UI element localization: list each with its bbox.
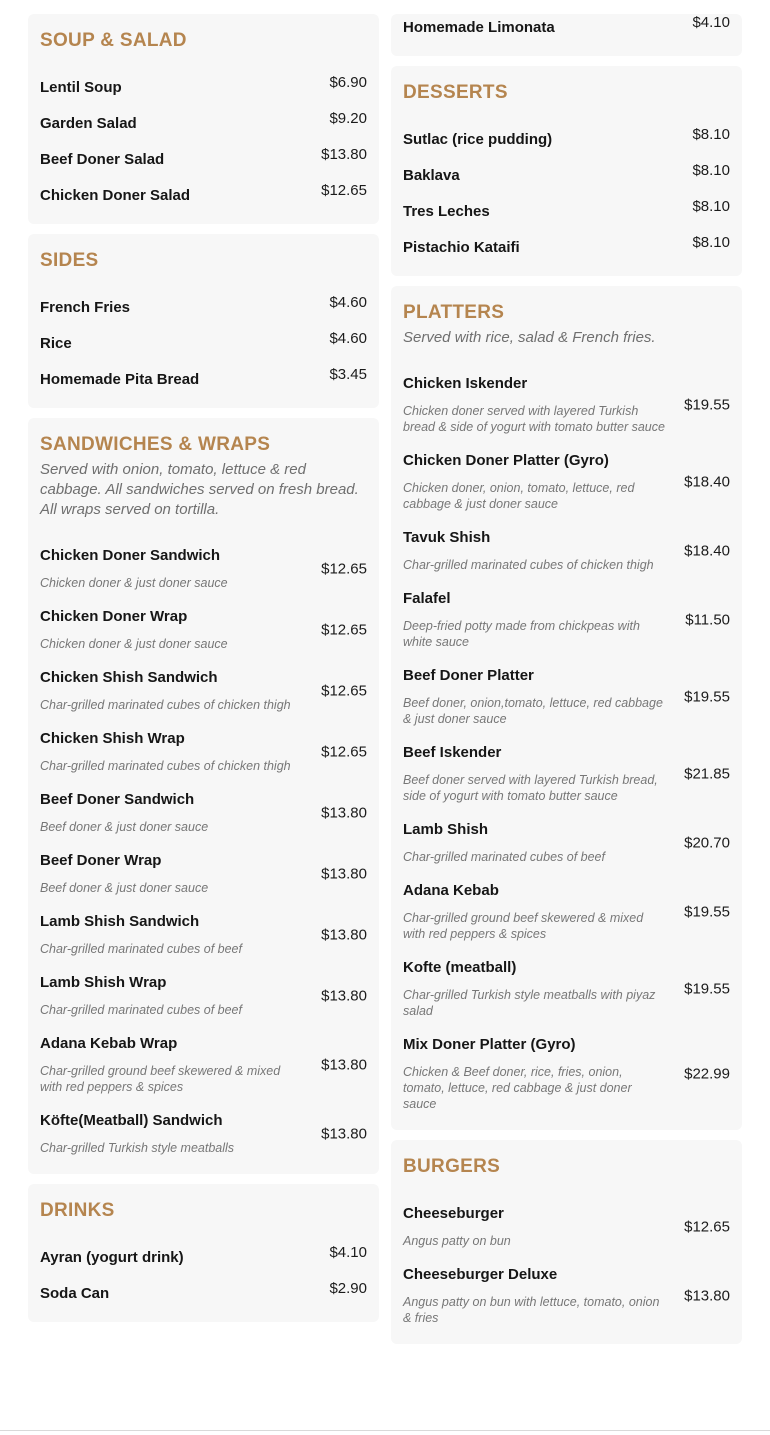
menu-item-list [403,374,730,1112]
menu-item-price: $4.60 [329,330,367,347]
menu-item-name: Beef Doner Platter [403,667,534,684]
section-title: DRINKS [40,1200,115,1221]
menu-item-description: Char-grilled ground beef skewered & mixed with red peppers & spices [40,1064,281,1094]
menu-item-name: Lamb Shish [403,821,489,838]
menu-item-price: $12.65 [321,743,367,760]
menu-item [40,790,367,835]
menu-item [40,366,367,390]
menu-item-price: $18.40 [684,542,730,559]
menu-item [40,1244,367,1268]
menu-item [403,1204,730,1249]
menu-item-description: Chicken doner, onion, tomato, lettuce, red cabbage & just doner sauce [403,481,635,511]
menu-item-price: $19.55 [684,688,730,705]
menu-item-name: Chicken Shish Sandwich [40,669,218,686]
menu-item-description: Beef doner served with layered Turkish bread, side of yogurt with tomato butter sauce [403,773,658,803]
menu-item-price: $13.80 [321,146,367,163]
menu-item-price: $12.65 [684,1218,730,1235]
menu-item [403,1035,730,1112]
menu-item [40,182,367,206]
menu-item-price: $9.20 [329,110,367,127]
section-subtitle: Served with onion, tomato, lettuce & red cabbage. All sandwiches served on fresh bread. All wraps served on tortilla. [40,461,359,518]
menu-item-price: $8.10 [692,126,730,143]
menu-item-description: Deep-fried potty made from chickpeas with white sauce [403,619,640,649]
menu-item [403,528,730,573]
menu-item [40,668,367,713]
menu-item-description: Char-grilled marinated cubes of chicken thigh [403,558,654,572]
menu-item-description: Chicken & Beef doner, rice, fries, onion, tomato, lettuce, red cabbage & just doner sauce [403,1065,632,1111]
menu-item-name: Sutlac (rice pudding) [403,131,553,148]
menu-item [40,912,367,957]
menu-item-list [40,546,367,1156]
menu-item [40,729,367,774]
menu-item-price: $18.40 [684,473,730,490]
menu-item [40,1034,367,1095]
menu-item-price: $4.10 [692,14,730,31]
menu-section-desserts [391,66,742,276]
menu-item-name: Rice [40,335,72,352]
menu-item-description: Char-grilled marinated cubes of beef [40,1003,242,1017]
menu-item [403,666,730,727]
menu-column-right [391,14,742,1354]
menu-item-list [40,1244,367,1304]
menu-item-list [403,126,730,258]
menu-item-name: Beef Doner Salad [40,151,165,168]
section-title: SANDWICHES & WRAPS [40,434,271,455]
menu-item [40,146,367,170]
menu-item-description: Chicken doner served with layered Turkish bread & side of yogurt with tomato butter sauce [403,404,665,434]
section-subtitle: Served with rice, salad & French fries. [403,329,656,346]
menu-item-price: $12.65 [321,560,367,577]
menu-item [403,743,730,804]
menu-item-name: French Fries [40,299,131,316]
menu-item [40,851,367,896]
menu-item-description: Char-grilled marinated cubes of beef [40,942,242,956]
menu-item-name: Beef Iskender [403,744,502,761]
menu-item [40,973,367,1018]
menu-item-list [40,294,367,390]
menu-item-name: Baklava [403,167,460,184]
menu-item [40,110,367,134]
menu-item-name: Lentil Soup [40,79,122,96]
menu-section-burgers [391,1140,742,1344]
menu-item [403,820,730,865]
menu-item-name: Tres Leches [403,203,490,220]
menu-item-description: Chicken doner & just doner sauce [40,637,228,651]
menu-item-name: Adana Kebab Wrap [40,1035,178,1052]
menu-item-description: Beef doner, onion,tomato, lettuce, red cabbage & just doner sauce [403,696,663,726]
menu-item-name: Cheeseburger Deluxe [403,1266,558,1283]
menu-item-description: Char-grilled marinated cubes of chicken thigh [40,759,291,773]
menu-item-name: Beef Doner Wrap [40,852,162,869]
menu-item-list [40,74,367,206]
menu-item-name: Garden Salad [40,115,137,132]
menu-item [40,546,367,591]
menu-item-price: $20.70 [684,834,730,851]
menu-item [40,1280,367,1304]
menu-item-name: Pistachio Kataifi [403,239,520,256]
section-title: BURGERS [403,1156,501,1177]
menu-item-name: Chicken Iskender [403,375,528,392]
section-title: DESSERTS [403,82,508,103]
menu-item-price: $8.10 [692,198,730,215]
menu-item-name: Chicken Doner Sandwich [40,547,221,564]
menu-item-price: $13.80 [684,1287,730,1304]
menu-section-sandwiches-wraps [28,418,379,1174]
menu-item-description: Char-grilled marinated cubes of chicken thigh [40,698,291,712]
menu-item [403,589,730,650]
menu-item-price: $19.55 [684,903,730,920]
menu-item [40,607,367,652]
menu-item-price: $8.10 [692,162,730,179]
menu-item-description: Char-grilled Turkish style meatballs [40,1141,235,1155]
menu-item-name: Ayran (yogurt drink) [40,1249,184,1266]
menu-item-name: Lamb Shish Wrap [40,974,167,991]
menu-item-price: $12.65 [321,621,367,638]
menu-item [403,958,730,1019]
section-title: SIDES [40,250,99,271]
menu-item-price: $19.55 [684,396,730,413]
menu-item-name: Köfte(Meatball) Sandwich [40,1112,223,1129]
menu-item-price: $12.65 [321,682,367,699]
menu-item-description: Angus patty on bun [403,1234,511,1248]
page-divider [0,1430,770,1431]
menu-item-list [403,14,730,38]
menu-item-price: $11.50 [685,611,730,628]
menu-item [403,198,730,222]
menu-item [403,881,730,942]
menu-item-price: $12.65 [321,182,367,199]
menu-item-name: Kofte (meatball) [403,959,517,976]
menu-item [40,74,367,98]
menu-item-description: Char-grilled marinated cubes of beef [403,850,605,864]
menu-item [403,1265,730,1326]
menu-item-name: Homemade Pita Bread [40,371,200,388]
menu-item-name: Homemade Limonata [403,19,555,36]
menu-item-name: Lamb Shish Sandwich [40,913,200,930]
menu-item-price: $4.60 [329,294,367,311]
menu-item-description: Beef doner & just doner sauce [40,881,209,895]
menu-item [40,330,367,354]
menu-item-price: $4.10 [329,1244,367,1261]
menu-item [403,126,730,150]
menu-item [403,162,730,186]
menu-item-price: $13.80 [321,1125,367,1142]
menu-section-platters [391,286,742,1130]
menu-item-description: Chicken doner & just doner sauce [40,576,228,590]
menu-item-name: Beef Doner Sandwich [40,791,195,808]
menu-item-description: Angus patty on bun with lettuce, tomato, onion & fries [403,1295,660,1325]
menu-item-name: Soda Can [40,1285,110,1302]
menu-item-description: Char-grilled Turkish style meatballs with piyaz salad [403,988,656,1018]
menu-item-price: $13.80 [321,865,367,882]
menu-item-name: Chicken Doner Wrap [40,608,188,625]
menu-item-price: $2.90 [329,1280,367,1297]
menu-item [403,374,730,435]
menu-item-price: $19.55 [684,980,730,997]
menu-section-drinks [28,1184,379,1322]
menu-item-price: $22.99 [684,1065,730,1082]
menu-item-price: $21.85 [684,765,730,782]
menu-item [40,294,367,318]
menu-item [403,14,730,38]
menu-column-left [28,14,379,1332]
menu-item-price: $13.80 [321,987,367,1004]
menu-item-name: Chicken Doner Platter (Gyro) [403,452,609,469]
menu-item-description: Char-grilled ground beef skewered & mixed with red peppers & spices [403,911,644,941]
menu-section-soup-salad [28,14,379,224]
menu-item-name: Cheeseburger [403,1205,504,1222]
menu-item-name: Chicken Doner Salad [40,187,191,204]
menu-item [40,1111,367,1156]
menu-section-sides [28,234,379,408]
menu-section-continued [391,14,742,56]
menu-item [403,234,730,258]
menu-item-price: $6.90 [329,74,367,91]
menu-item-list [403,1204,730,1326]
menu-item-name: Mix Doner Platter (Gyro) [403,1036,576,1053]
menu-item-price: $8.10 [692,234,730,251]
menu-item-name: Tavuk Shish [403,529,491,546]
menu-item-price: $13.80 [321,926,367,943]
menu-item-name: Chicken Shish Wrap [40,730,185,747]
menu-item-price: $13.80 [321,804,367,821]
section-title: PLATTERS [403,302,505,323]
menu-item-description: Beef doner & just doner sauce [40,820,209,834]
menu-item-price: $3.45 [329,366,367,383]
menu-item-price: $13.80 [321,1056,367,1073]
section-title: SOUP & SALAD [40,30,187,51]
menu-item [403,451,730,512]
menu-item-name: Adana Kebab [403,882,499,899]
menu-item-name: Falafel [403,590,451,607]
